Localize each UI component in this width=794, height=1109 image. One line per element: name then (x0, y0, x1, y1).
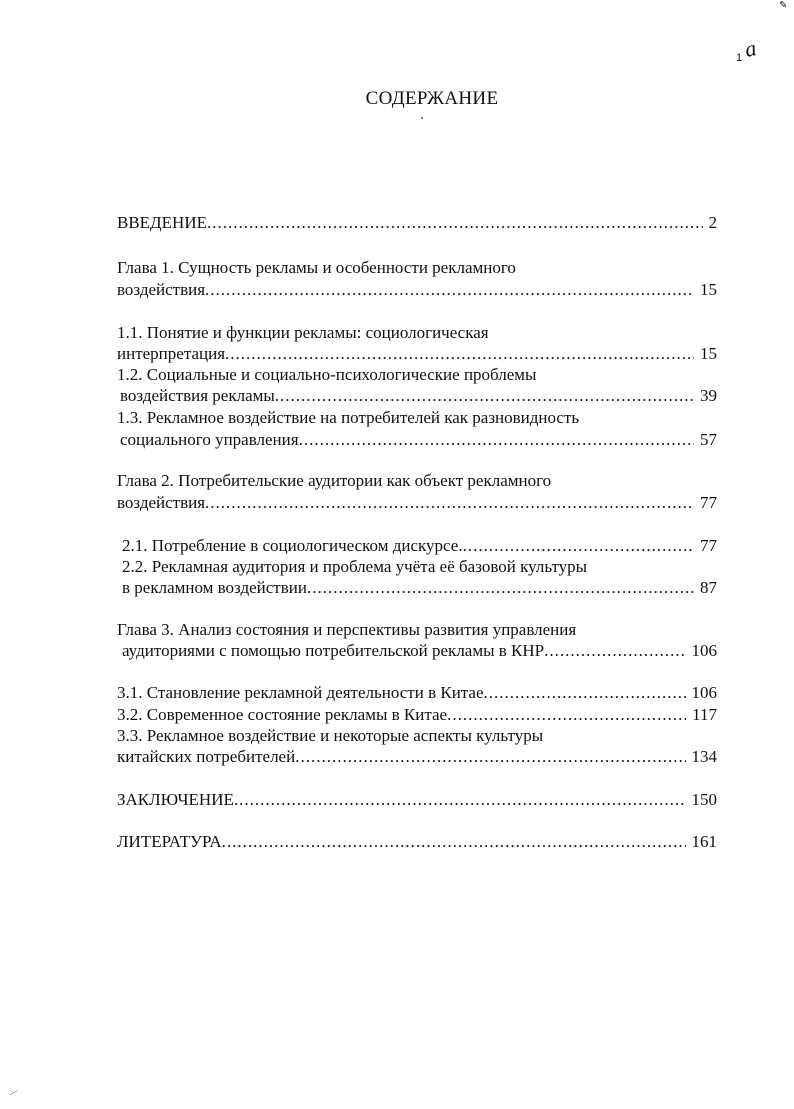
toc-entry-title: ВВЕДЕНИЕ (117, 213, 207, 232)
leader-dots (222, 831, 686, 852)
leader-dots (299, 429, 694, 450)
toc-entry-s13 (120, 429, 717, 450)
page-title: СОДЕРЖАНИЕ (365, 88, 499, 109)
leader-dots (484, 682, 686, 703)
toc-section-1-1-title: 1.1. Понятие и функции рекламы: социологическая (117, 323, 489, 342)
toc-section-1-3-title: 1.3. Рекламное воздействие на потребителей как разновидность (117, 408, 580, 427)
toc-entry-s31 (117, 682, 717, 703)
handwritten-page-mark: а (742, 35, 759, 62)
toc-entry-s21 (122, 535, 717, 556)
scan-speck (421, 117, 423, 119)
toc-entry-title: аудиториями с помощью потребительской рекламы в КНР (122, 641, 545, 660)
toc-entry-s12 (120, 385, 717, 406)
leader-dots (234, 789, 686, 810)
page-number: 1 (736, 52, 743, 64)
toc-entry-conclusion (117, 789, 717, 810)
toc-entry-s22 (122, 577, 717, 598)
toc-section-2-2-title: 2.2. Рекламная аудитория и проблема учёта её базовой культуры (122, 557, 588, 576)
toc-page-number: 150 (691, 790, 717, 809)
toc-page-number: 15 (700, 280, 717, 299)
leader-dots (207, 212, 703, 233)
toc-section-3-3-title: 3.3. Рекламное воздействие и некоторые аспекты культуры (117, 726, 544, 745)
toc-page-number: 77 (700, 536, 717, 555)
toc-entry-s32 (117, 704, 717, 725)
toc-chapter-1-title: Глава 1. Сущность рекламы и особенности рекламного (117, 258, 516, 277)
toc-page-number: 87 (700, 578, 717, 597)
toc-entry-title: 3.2. Современное состояние рекламы в Китае (117, 705, 448, 724)
toc-page-number: 106 (691, 683, 717, 702)
toc-entry-title: ЗАКЛЮЧЕНИЕ (117, 790, 234, 809)
toc-entry-literature (117, 831, 717, 852)
toc-entry-ch3 (122, 640, 717, 661)
toc-page-number: 77 (700, 493, 717, 512)
toc-page-number: 2 (708, 213, 717, 232)
toc-entry-title: воздействия (117, 280, 206, 299)
toc-entry-title: 3.1. Становление рекламной деятельности в Китае (117, 683, 484, 702)
toc-entry-title: интерпретация (117, 344, 226, 363)
toc-entry-s33 (117, 746, 717, 767)
leader-dots (447, 704, 686, 725)
toc-entry-intro (117, 212, 717, 233)
toc-entry-ch1 (117, 279, 717, 300)
toc-page-number: 117 (692, 705, 717, 724)
toc-chapter-3-title: Глава 3. Анализ состояния и перспективы развития управления (117, 620, 577, 639)
toc-page-number: 134 (691, 747, 717, 766)
toc-page-number: 15 (700, 344, 717, 363)
toc-entry-title: социального управления (120, 430, 299, 449)
toc-entry-title: воздействия (117, 493, 206, 512)
leader-dots (205, 492, 694, 513)
scan-artifact-corner: ⟋ (8, 1087, 19, 1099)
toc-page-number: 57 (700, 430, 717, 449)
leader-dots (307, 577, 694, 598)
leader-dots (225, 343, 694, 364)
toc-page-number: 161 (691, 832, 717, 851)
leader-dots (205, 279, 694, 300)
scan-artifact: ✎ (779, 0, 788, 11)
toc-entry-title: воздействия рекламы (120, 386, 275, 405)
toc-chapter-2-title: Глава 2. Потребительские аудитории как объект рекламного (117, 471, 552, 490)
toc-page-number: 39 (700, 386, 717, 405)
toc-entry-title: ЛИТЕРАТУРА (117, 832, 222, 851)
toc-entry-title: 2.1. Потребление в социологическом дискурсе. (122, 536, 463, 555)
toc-entry-s11 (117, 343, 717, 364)
leader-dots (295, 746, 685, 767)
toc-section-1-2-title: 1.2. Социальные и социально-психологические проблемы (117, 365, 537, 384)
toc-page-number: 106 (691, 641, 717, 660)
toc-entry-title: в рекламном воздействии (122, 578, 307, 597)
leader-dots (463, 535, 694, 556)
toc-entry-ch2 (117, 492, 717, 513)
leader-dots (544, 640, 685, 661)
toc-entry-title: китайских потребителей (117, 747, 296, 766)
leader-dots (275, 385, 694, 406)
